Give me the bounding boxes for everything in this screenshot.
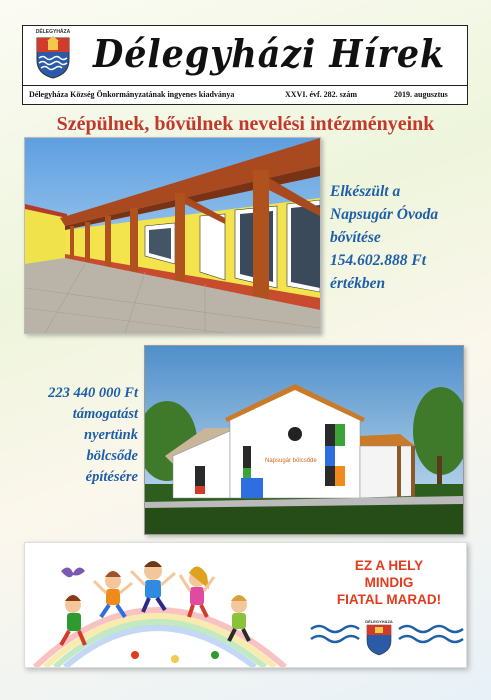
newspaper-title: Délegyházi Hírek (93, 31, 446, 76)
crest-caption: DÉLEGYHÁZA (35, 29, 71, 35)
caption-line: 154.602.888 Ft (330, 252, 427, 269)
coat-of-arms-icon (29, 30, 77, 80)
caption-line: támogatást (72, 406, 138, 422)
masthead-subbar (23, 85, 467, 105)
banner-crest-caption: DÉLEGYHÁZA (365, 619, 393, 624)
page-headline: Szépülnek, bővülnek nevelési intézményeink (56, 113, 435, 135)
slogan-line: FIATAL MARAD! (336, 592, 442, 607)
kindergarten-photo (24, 137, 321, 334)
caption-line: értékben (330, 275, 386, 292)
slogan-line: EZ A HELY (354, 558, 424, 573)
caption-line: Napsugár Óvoda (330, 206, 439, 223)
coat-of-arms-icon (367, 625, 391, 655)
caption-line: Elkészült a (330, 183, 401, 200)
issue-number: XXVI. évf. 282. szám (285, 90, 357, 99)
caption-line: bővítése (330, 229, 381, 246)
building-sign: Napsugár bölcsőde (265, 458, 317, 464)
slogan-banner (24, 542, 467, 668)
caption-line: építésére (85, 469, 138, 485)
caption-line: nyertünk (84, 427, 138, 443)
slogan-line: MINDIG (364, 575, 414, 590)
kindergarten-caption (330, 180, 480, 295)
publisher-line: Délegyháza Község Önkormányzatának ingyenes kiadványa (29, 90, 235, 99)
nursery-caption (14, 383, 138, 488)
nursery-rendering (144, 345, 464, 535)
caption-line: 223 440 000 Ft (48, 385, 138, 401)
masthead (22, 25, 468, 105)
issue-date: 2019. augusztus (394, 90, 448, 99)
banner-slogan (319, 557, 459, 608)
caption-line: bölcsőde (86, 448, 138, 464)
